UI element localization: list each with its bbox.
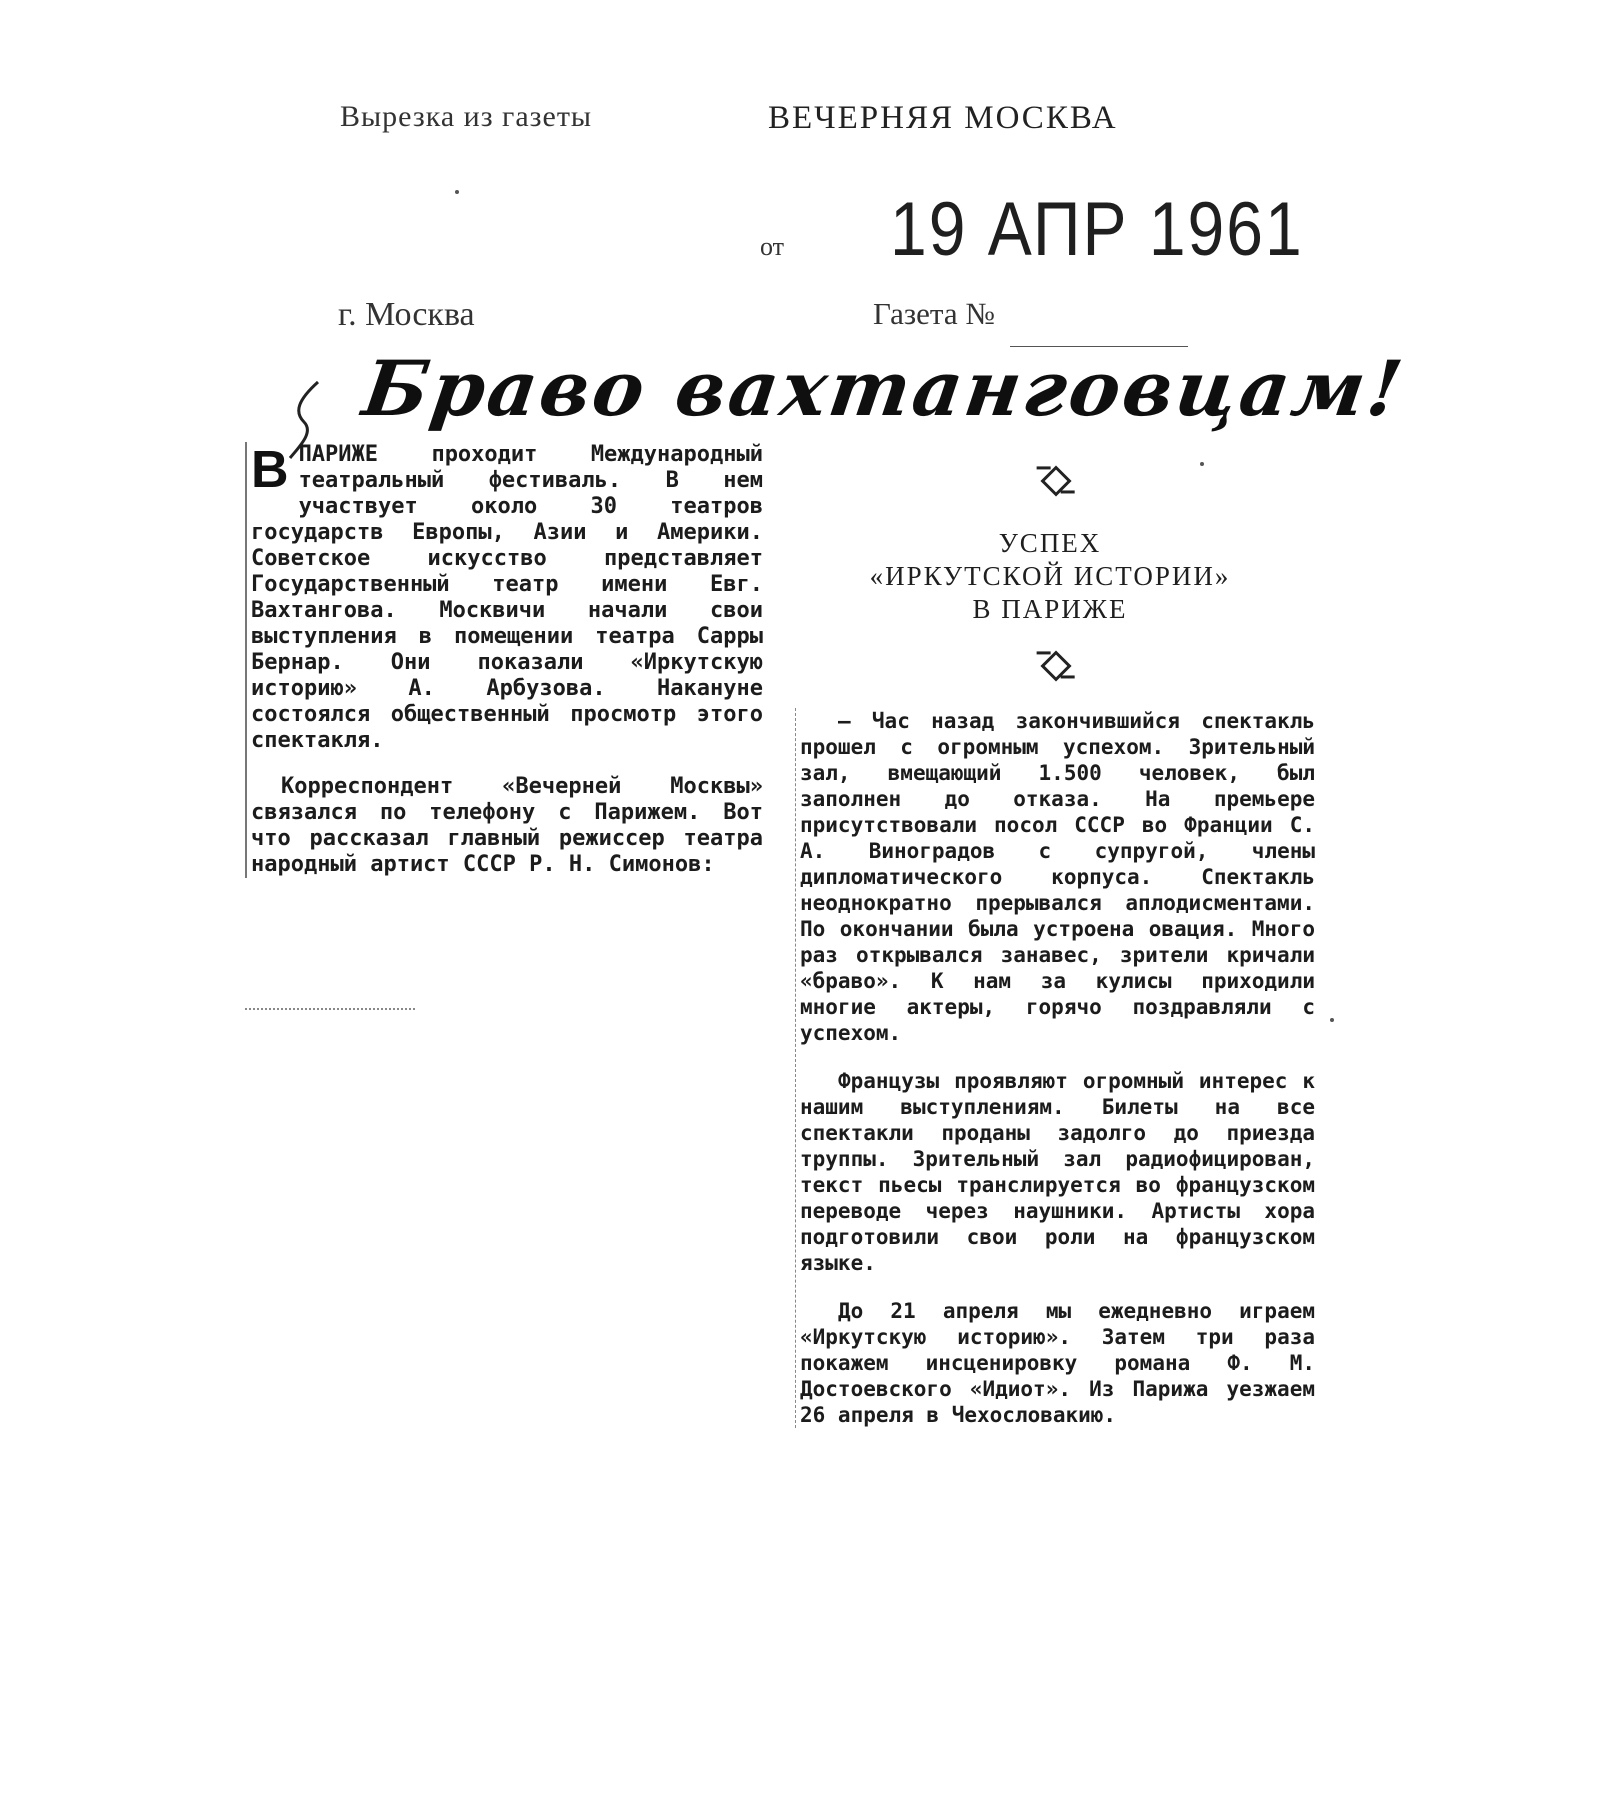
- sub-headline-line-2: «ИРКУТСКОЙ ИСТОРИИ»: [869, 561, 1231, 591]
- print-speck: [1200, 462, 1204, 466]
- city-label: г. Москва: [338, 296, 475, 333]
- column-end-rule: [245, 1008, 415, 1010]
- right-paragraph-1: — Час назад закончившийся спектакль прошел с огромным успехом. Зрительный зал, вмещающий 1.500 человек, был заполнен до отказа. На премьере присутствовали посол СССР во Франции С. А. Виноградов с супругой, члены дипломатического корпуса. Спектакль неоднократно прерывался аплодисментами. По окончании была устроена овация. Много раз открывался занавес, зрители кричали «браво». К нам за кулисы приходили многие актеры, горячо поздравляли с успехом.: [800, 709, 1315, 1045]
- paper-number-label: Газета №: [873, 296, 995, 331]
- dropcap: В: [251, 441, 289, 499]
- sub-headline-line-1: УСПЕХ: [998, 528, 1102, 558]
- left-paragraph-2: Корреспондент «Вечерней Москвы» связался по телефону с Парижем. Вот что рассказал главный режиссер театра народный артист СССР Р. Н. Симонов:: [251, 774, 763, 877]
- left-column: [245, 442, 763, 878]
- right-paragraph-3: До 21 апреля мы ежедневно играем «Иркутскую историю». Затем три раза покажем инсценировку романа Ф. М. Достоевского «Идиот». Из Парижа уезжаем 26 апреля в Чехословакию.: [800, 1299, 1315, 1427]
- date-stamp: 19 АПР 1961: [890, 186, 1304, 272]
- diamond-ornament-bottom: [1040, 650, 1071, 681]
- headline: Браво вахтанговцам!: [357, 344, 1411, 433]
- sub-headline: [850, 527, 1250, 626]
- clip-label: Вырезка из газеты: [340, 100, 593, 133]
- print-speck: [1330, 1018, 1334, 1022]
- newspaper-name: ВЕЧЕРНЯЯ МОСКВА: [768, 100, 1118, 136]
- print-speck: [455, 190, 459, 194]
- left-paragraph-1: [251, 442, 763, 754]
- left-paragraph-1-text: ПАРИЖЕ проходит Международный театральный фестиваль. В нем участвует около 30 театров государств Европы, Азии и Америки. Советское искусство представляет Государственный театр имени Евг. Вахтангова. Москвичи начали свои выступления в помещении театра Сарры Бернар. Они показали «Иркутскую историю» А. Арбузова. Накануне состоялся общественный просмотр этого спектакля.: [251, 442, 763, 753]
- date-prefix: от: [760, 232, 785, 261]
- right-paragraph-2: Французы проявляют огромный интерес к нашим выступлениям. Билеты на все спектакли проданы задолго до приезда труппы. Зрительный зал радиофицирован, текст пьесы транслируется во французском переводе через наушники. Артисты хора подготовили свои роли на французском языке.: [800, 1069, 1315, 1275]
- right-column: [795, 708, 1315, 1428]
- sub-headline-line-3: В ПАРИЖЕ: [972, 594, 1128, 624]
